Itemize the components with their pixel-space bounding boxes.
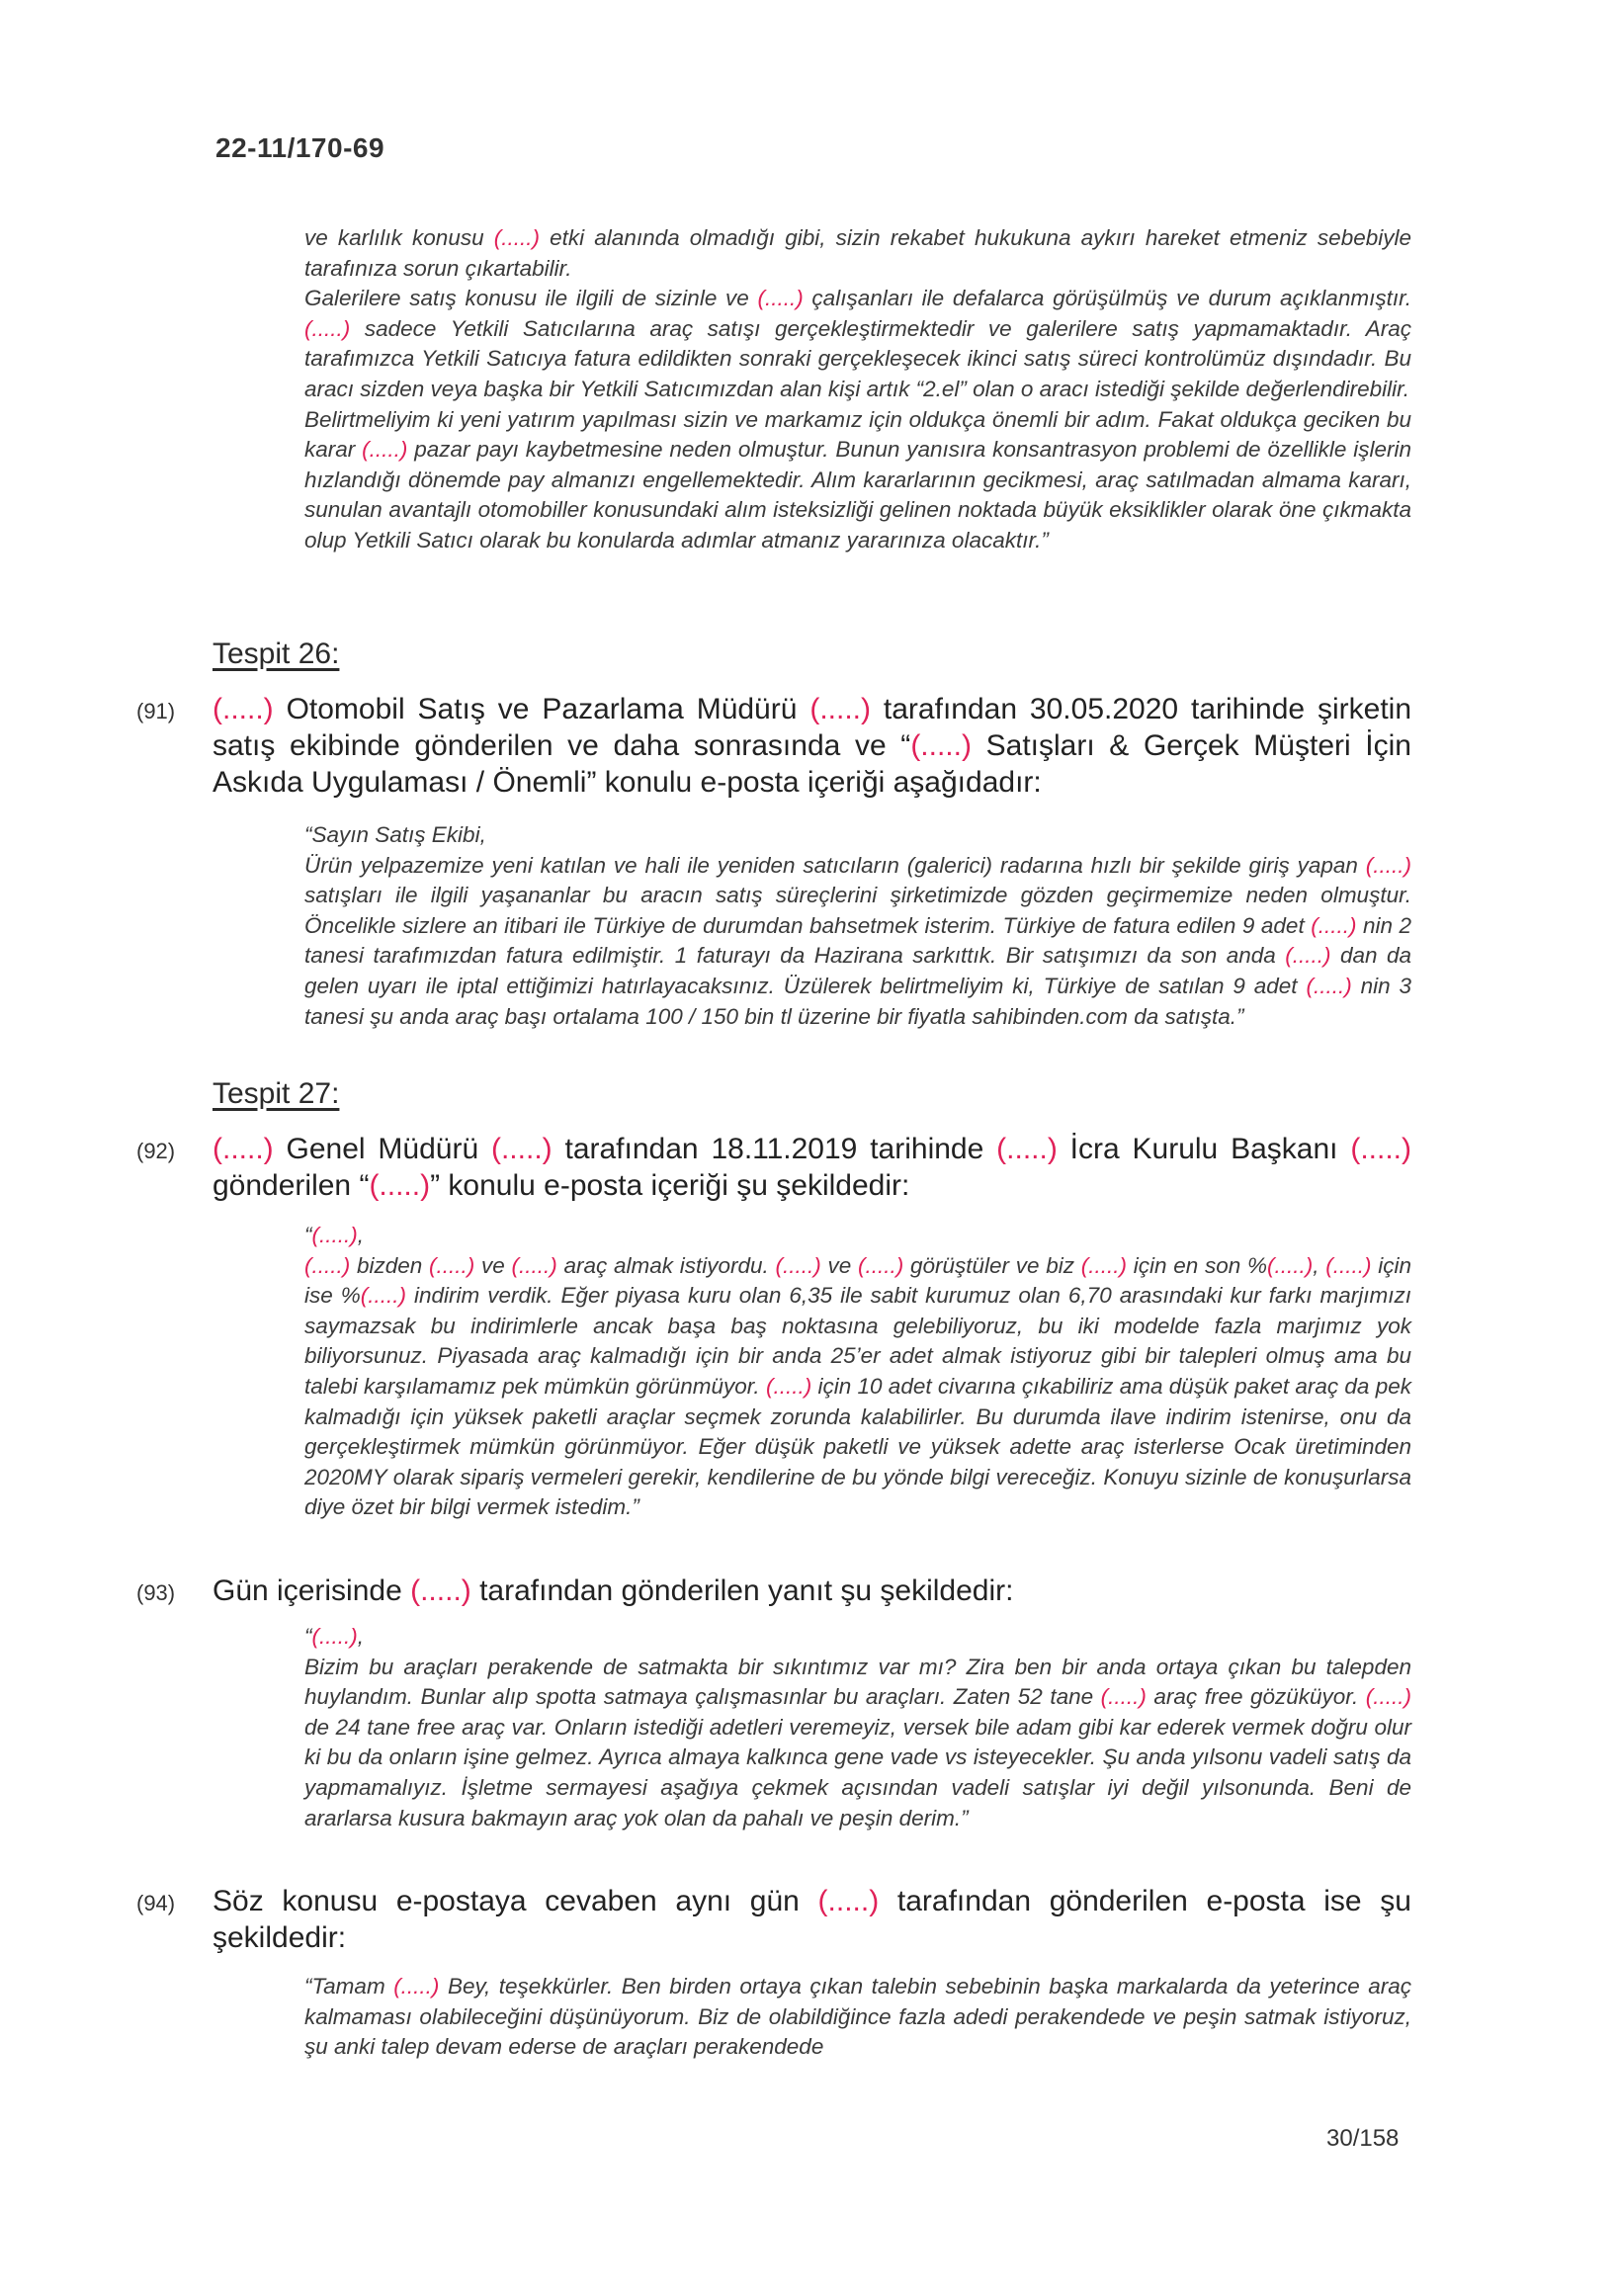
redaction-mark: (.....) (304, 315, 351, 341)
paragraph-91 (136, 691, 1411, 801)
quote-paragraph: “(.....), (304, 1624, 365, 1649)
redaction-mark: (.....) (393, 1974, 440, 1998)
redaction-mark: (.....) (311, 1223, 358, 1247)
quote-paragraph: Bizim bu araçları perakende de satmakta bir sıkıntımız var mı? Zira ben bir anda ortaya çıkan bu talepden huylandım. Bunlar alıp spotta satmaya çalışmasınlar bu araçları. Zaten 52 tane (.....) araç free gözüküyor. (.....) de 24 tane free araç var. Onların istediği adetleri veremeyiz, versek bile adam gibi kar ederek vermek doğru olur ki bu da onların işine gelmez. Ayrıca almaya kalkınca gene vade vs isteyecekler. Şu anda yılsonu vadeli satış da yapmamalıyız. İşletme sermayesi aşağıya çekmek açısından vadeli satışlar iyi değil yılsonunda. Beni de ararlarsa kusura bakmayın araç yok olan da pahalı ve peşin derim.” (304, 1654, 1411, 1830)
redaction-mark: (.....) (304, 1252, 351, 1278)
redaction-mark: (.....) (511, 1252, 557, 1278)
quote-paragraph: ve karlılık konusu (.....) etki alanında olmadığı gibi, sizin rekabet hukukuna aykırı hareket etmeniz sebebiyle tarafınıza sorun çıkartabilir. (304, 225, 1411, 281)
quote-paragraph: “Sayın Satış Ekibi, (304, 822, 486, 847)
paragraph-text: (.....) Otomobil Satış ve Pazarlama Müdürü (.....) tarafından 30.05.2020 tarihinde şirketin satış ekibinde gönderilen ve daha sonrasında ve “(.....) Satışları & Gerçek Müşteri İçin Askıda Uygulaması / Önemli” konulu e-posta içeriği aşağıdadır: (213, 693, 1411, 799)
paragraph-text: Söz konusu e-postaya cevaben aynı gün (.....) tarafından gönderilen e-posta ise şu şekildedir: (213, 1885, 1411, 1954)
email-quote-4 (304, 1622, 1411, 1833)
paragraph-number: (91) (136, 699, 176, 723)
paragraph-text: Gün içerisinde (.....) tarafından gönderilen yanıt şu şekildedir: (213, 1574, 1014, 1607)
paragraph-93 (136, 1573, 1411, 1609)
redaction-mark: (.....) (809, 693, 871, 725)
redaction-mark: (.....) (213, 693, 274, 725)
paragraph-94 (136, 1883, 1411, 1956)
paragraph-number: (93) (136, 1580, 176, 1605)
redaction-mark: (.....) (1306, 973, 1352, 998)
quote-paragraph: (.....) bizden (.....) ve (.....) araç almak istiyordu. (.....) ve (.....) görüştüler ve biz (.....) için en son %(.....), (.....) için ise %(.....) indirim verdik. Eğer piyasa kuru olan 6,35 ile sabit kurumuz olan 6,70 arasındaki kur farkı marjımızı saymazsak bu indirimlerle ancak başa baş noktasına gelebiliyoruz, bu iki modelde fazla marjımız yok biliyorsunuz. Piyasada araç kalmadığı için bir anda 25’er adet almak istiyoruz gibi bir talepleri olmuş ama bu talebi karşılamamız pek mümkün görünmüyor. (.....) için 10 adet civarına çıkabiliriz ama düşük paket araç da pek kalmadığı için yüksek paketli araçlar seçmek zorunda kalabilirler. Bu durumda ilave indirim istenirse, onu da gerçekleştirmek mümkün görünmüyor. Eğer düşük paketli ve yüksek adette araç isterlerse Ocak üretiminden 2020MY olarak sipariş vermeleri gerekir, kendilerine de bu yönde bilgi vereceğiz. Konuyu sizinle de konuşurlarsa diye özet bir bilgi vermek istedim.” (304, 1252, 1411, 1520)
quote-paragraph: Belirtmeliyim ki yeni yatırım yapılması sizin ve markamız için oldukça önemli bir adım. Fakat oldukça geciken bu karar (.....) pazar payı kaybetmesine neden olmuştur. Bunun yanısıra konsantrasyon problemi de özellikle işlerin hızlandığı dönemde pay almanızı engellemektedir. Alım kararlarının gecikmesi, araç satılmadan almama kararı, sunulan avantajlı otomobiller konusundaki alım isteksizliği gelinen noktada büyük eksiklikler olarak öne çıkmakta olup Yetkili Satıcı olarak bu konularda adımlar atmanız yararınıza olacaktır.” (304, 406, 1412, 553)
redaction-mark: (.....) (765, 1373, 812, 1399)
redaction-mark: (.....) (1350, 1133, 1411, 1165)
redaction-mark: (.....) (369, 1169, 431, 1202)
redaction-mark: (.....) (429, 1252, 475, 1278)
redaction-mark: (.....) (996, 1133, 1058, 1165)
page-number: 30/158 (1326, 2125, 1400, 2152)
redaction-mark: (.....) (311, 1624, 358, 1649)
redaction-mark: (.....) (1365, 1684, 1411, 1710)
redaction-mark: (.....) (1267, 1252, 1314, 1278)
email-quote-2 (304, 820, 1411, 1032)
paragraph-number: (92) (136, 1139, 176, 1163)
quote-paragraph: Galerilere satış konusu ile ilgili de sizinle ve (.....) çalışanları ile defalarca görüşülmüş ve durum açıklanmıştır. (.....) sadece Yetkili Satıcılarına araç satışı gerçekleştirmektedir ve galerilere satış yapmamaktadır. Araç tarafımızca Yetkili Satıcıya fatura edildikten sonraki gerçekleşecek ikinci satış süreci kontrolümüz dışındadır. Bu aracı sizden veya başka bir Yetkili Satıcımızdan alan kişi artık “2.el” olan o aracı istediği şekilde değerlendirebilir. (304, 286, 1411, 401)
redaction-mark: (.....) (757, 286, 804, 311)
redaction-mark: (.....) (1311, 912, 1357, 938)
decision-number: 22-11/170-69 (215, 132, 385, 163)
redaction-mark: (.....) (775, 1252, 821, 1278)
redaction-mark: (.....) (1080, 1252, 1127, 1278)
redaction-mark: (.....) (910, 729, 972, 762)
section-heading-tespit-27: Tespit 27: (213, 1077, 340, 1110)
redaction-mark: (.....) (362, 437, 408, 463)
section-heading-tespit-26: Tespit 26: (213, 638, 340, 670)
quote-paragraph: “(.....), (304, 1223, 365, 1247)
email-quote-1 (304, 223, 1411, 556)
redaction-mark: (.....) (1100, 1684, 1147, 1710)
quote-paragraph: Ürün yelpazemize yeni katılan ve hali ile yeniden satıcıların (galerici) radarına hızlı bir şekilde giriş yapan (.....) satışları ile ilgili yaşananlar bu aracın satış süreçlerini şirketimizde gözden geçirmemize neden olmuştur. Öncelikle sizlere an itibari ile Türkiye de durumdan bahsetmek isterim. Türkiye de fatura edilen 9 adet (.....) nin 2 tanesi tarafımızdan fatura edilmiştir. 1 faturayı da Hazirana sarkıttık. Bir satışımızı da son anda (.....) dan da gelen uyarı ile iptal ettiğimizi hatırlayacaksınız. Üzülerek belirtmeliyim ki, Türkiye de satılan 9 adet (.....) nin 3 tanesi şu anda araç başı ortalama 100 / 150 bin tl üzerine bir fiyatla sahibinden.com da satışta.” (304, 852, 1412, 1029)
redaction-mark: (.....) (1365, 852, 1411, 878)
quote-paragraph: “Tamam (.....) Bey, teşekkürler. Ben birden ortaya çıkan talebin sebebinin başka markalarda da yeterince araç kalmaması olabileceğini düşünüyorum. Biz de olabildiğince fazla adedi perakendede ve peşin satmak istiyoruz, şu anki talep devam ederse de araçları perakendede (304, 1974, 1411, 2060)
paragraph-92 (136, 1131, 1411, 1204)
redaction-mark: (.....) (213, 1133, 274, 1165)
email-quote-3 (304, 1221, 1411, 1523)
paragraph-number: (94) (136, 1891, 176, 1915)
redaction-mark: (.....) (1325, 1252, 1372, 1278)
redaction-mark: (.....) (493, 225, 540, 250)
redaction-mark: (.....) (857, 1252, 904, 1278)
redaction-mark: (.....) (410, 1574, 471, 1607)
redaction-mark: (.....) (817, 1885, 880, 1917)
paragraph-text: (.....) Genel Müdürü (.....) tarafından 18.11.2019 tarihinde (.....) İcra Kurulu Başkanı (.....) gönderilen “(.....)” konulu e-posta içeriği şu şekildedir: (213, 1133, 1411, 1202)
email-quote-5 (304, 1972, 1411, 2063)
redaction-mark: (.....) (1285, 943, 1331, 969)
redaction-mark: (.....) (490, 1133, 553, 1165)
redaction-mark: (.....) (360, 1283, 407, 1309)
